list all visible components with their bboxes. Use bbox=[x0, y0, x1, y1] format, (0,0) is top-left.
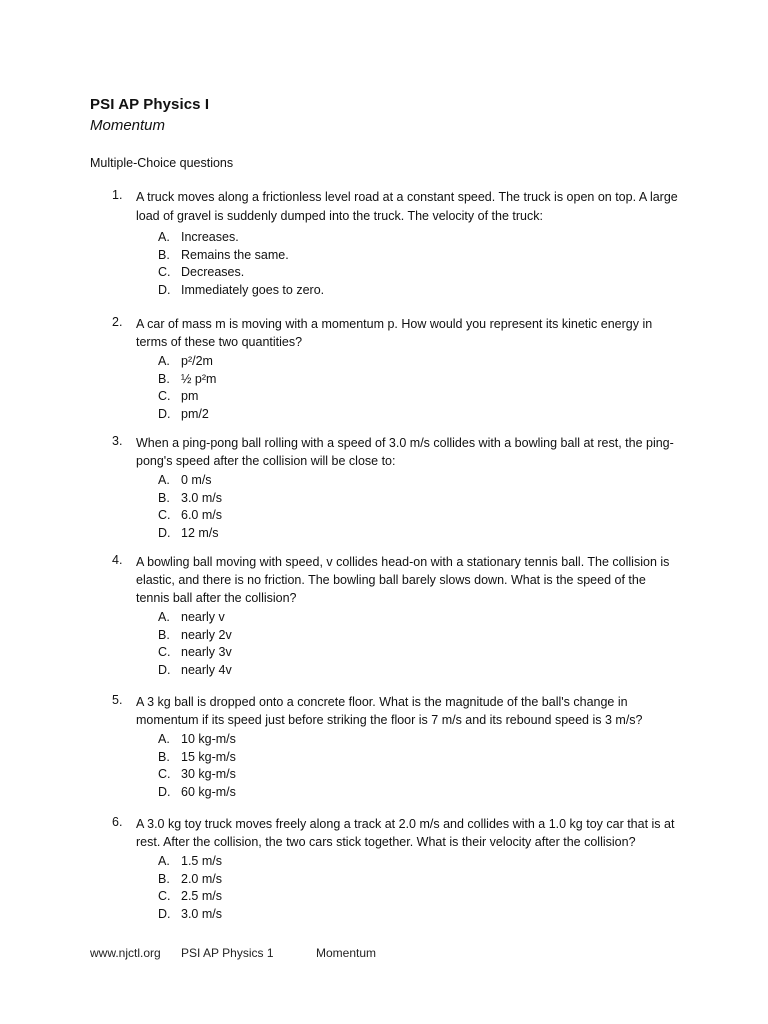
choice-text: 0 m/s bbox=[181, 473, 212, 487]
question-number: 2. bbox=[112, 315, 123, 329]
choice-text: nearly 2v bbox=[181, 627, 232, 642]
choice-list bbox=[112, 472, 682, 542]
choice-a bbox=[112, 853, 682, 871]
choice-text: 10 kg-m/s bbox=[181, 732, 236, 746]
choice-letter: D. bbox=[158, 662, 171, 677]
choice-text: Immediately goes to zero. bbox=[181, 282, 325, 297]
question-text: A 3.0 kg toy truck moves freely along a track at 2.0 m/s and collides with a 1.0 kg toy car that is at rest. After the collision, the two cars stick together. What is their velocity after the collision? bbox=[136, 817, 675, 849]
choice-text: 60 kg-m/s bbox=[181, 784, 236, 799]
choice-text: nearly v bbox=[181, 610, 225, 624]
choice-d bbox=[112, 406, 682, 424]
choice-a bbox=[112, 229, 682, 247]
choice-b bbox=[112, 627, 682, 645]
question-1 bbox=[112, 188, 682, 299]
choice-d bbox=[112, 906, 682, 924]
choice-c bbox=[112, 644, 682, 662]
choice-letter: A. bbox=[158, 473, 170, 487]
choice-letter: A. bbox=[158, 354, 170, 368]
question-text: A bowling ball moving with speed, v collides head-on with a stationary tennis ball. The collision is elastic, and there is no friction. The bowling ball barely slows down. What is the speed of the tennis ball after the collision? bbox=[136, 555, 670, 605]
choice-text: ½ p²m bbox=[181, 371, 217, 386]
choice-text: pm bbox=[181, 389, 199, 403]
choice-text: 3.0 m/s bbox=[181, 906, 222, 921]
choice-text: 12 m/s bbox=[181, 525, 219, 540]
choice-text: pm/2 bbox=[181, 406, 209, 421]
choice-letter: B. bbox=[158, 490, 170, 505]
footer-url: www.njctl.org bbox=[90, 946, 161, 960]
document-title: PSI AP Physics I bbox=[90, 96, 210, 113]
question-number: 4. bbox=[112, 553, 123, 567]
section-heading: Multiple-Choice questions bbox=[90, 156, 234, 170]
question-3 bbox=[112, 434, 682, 542]
footer-topic: Momentum bbox=[316, 946, 377, 960]
choice-text: p²/2m bbox=[181, 354, 213, 368]
choice-letter: C. bbox=[158, 645, 171, 659]
choice-letter: C. bbox=[158, 389, 171, 403]
question-4 bbox=[112, 553, 682, 679]
question-text: A 3 kg ball is dropped onto a concrete floor. What is the magnitude of the ball's change in momentum if its speed just before striking the floor is 7 m/s and its rebound speed is 3 m/s? bbox=[136, 695, 643, 727]
choice-d bbox=[112, 525, 682, 543]
choice-letter: D. bbox=[158, 906, 171, 921]
choice-letter: D. bbox=[158, 406, 171, 421]
choice-list bbox=[112, 853, 682, 923]
document-subtitle: Momentum bbox=[90, 117, 166, 134]
choice-letter: C. bbox=[158, 889, 171, 903]
choice-text: 1.5 m/s bbox=[181, 854, 222, 868]
choice-letter: C. bbox=[158, 265, 171, 279]
question-6 bbox=[112, 815, 682, 923]
choice-text: 15 kg-m/s bbox=[181, 749, 236, 764]
choice-letter: A. bbox=[158, 230, 170, 244]
choice-b bbox=[112, 490, 682, 508]
question-text: A truck moves along a frictionless level road at a constant speed. The truck is open on top. A large load of gravel is suddenly dumped into the truck. The velocity of the truck: bbox=[136, 190, 678, 223]
choice-letter: B. bbox=[158, 371, 170, 386]
choice-b bbox=[112, 871, 682, 889]
question-number: 1. bbox=[112, 188, 123, 202]
choice-d bbox=[112, 662, 682, 680]
choice-text: 2.0 m/s bbox=[181, 871, 222, 886]
choice-a bbox=[112, 472, 682, 490]
question-number: 3. bbox=[112, 434, 123, 448]
choice-text: 3.0 m/s bbox=[181, 490, 222, 505]
choice-c bbox=[112, 388, 682, 406]
choice-d bbox=[112, 784, 682, 802]
question-text: A car of mass m is moving with a momentum p. How would you represent its kinetic energy in terms of these two quantities? bbox=[136, 317, 653, 349]
choice-a bbox=[112, 609, 682, 627]
choice-text: 2.5 m/s bbox=[181, 889, 222, 903]
choice-letter: B. bbox=[158, 871, 170, 886]
choice-d bbox=[112, 282, 682, 300]
choice-letter: A. bbox=[158, 732, 170, 746]
question-2 bbox=[112, 315, 682, 423]
choice-b bbox=[112, 371, 682, 389]
choice-text: 30 kg-m/s bbox=[181, 767, 236, 781]
choice-c bbox=[112, 507, 682, 525]
question-number: 6. bbox=[112, 815, 123, 829]
question-number: 5. bbox=[112, 693, 123, 707]
choice-text: nearly 3v bbox=[181, 645, 232, 659]
choice-text: Decreases. bbox=[181, 265, 245, 279]
question-text: When a ping-pong ball rolling with a speed of 3.0 m/s collides with a bowling ball at rest, the ping-pong's speed after the collision will be close to: bbox=[136, 436, 674, 468]
choice-letter: D. bbox=[158, 525, 171, 540]
choice-letter: A. bbox=[158, 854, 170, 868]
choice-c bbox=[112, 264, 682, 282]
choice-list bbox=[112, 609, 682, 679]
choice-a bbox=[112, 731, 682, 749]
choice-a bbox=[112, 353, 682, 371]
choice-letter: D. bbox=[158, 784, 171, 799]
choice-list bbox=[112, 731, 682, 801]
choice-letter: B. bbox=[158, 627, 170, 642]
choice-c bbox=[112, 888, 682, 906]
choice-letter: D. bbox=[158, 282, 171, 297]
choice-letter: A. bbox=[158, 610, 170, 624]
question-5 bbox=[112, 693, 682, 801]
choice-letter: B. bbox=[158, 247, 170, 262]
choice-c bbox=[112, 766, 682, 784]
choice-list bbox=[112, 353, 682, 423]
choice-text: Remains the same. bbox=[181, 247, 289, 262]
choice-letter: C. bbox=[158, 767, 171, 781]
choice-letter: B. bbox=[158, 749, 170, 764]
choice-b bbox=[112, 749, 682, 767]
choice-list bbox=[112, 229, 682, 299]
footer-course: PSI AP Physics 1 bbox=[181, 946, 274, 960]
choice-text: nearly 4v bbox=[181, 662, 232, 677]
choice-text: Increases. bbox=[181, 230, 239, 244]
choice-letter: C. bbox=[158, 508, 171, 522]
choice-text: 6.0 m/s bbox=[181, 508, 222, 522]
choice-b bbox=[112, 247, 682, 265]
